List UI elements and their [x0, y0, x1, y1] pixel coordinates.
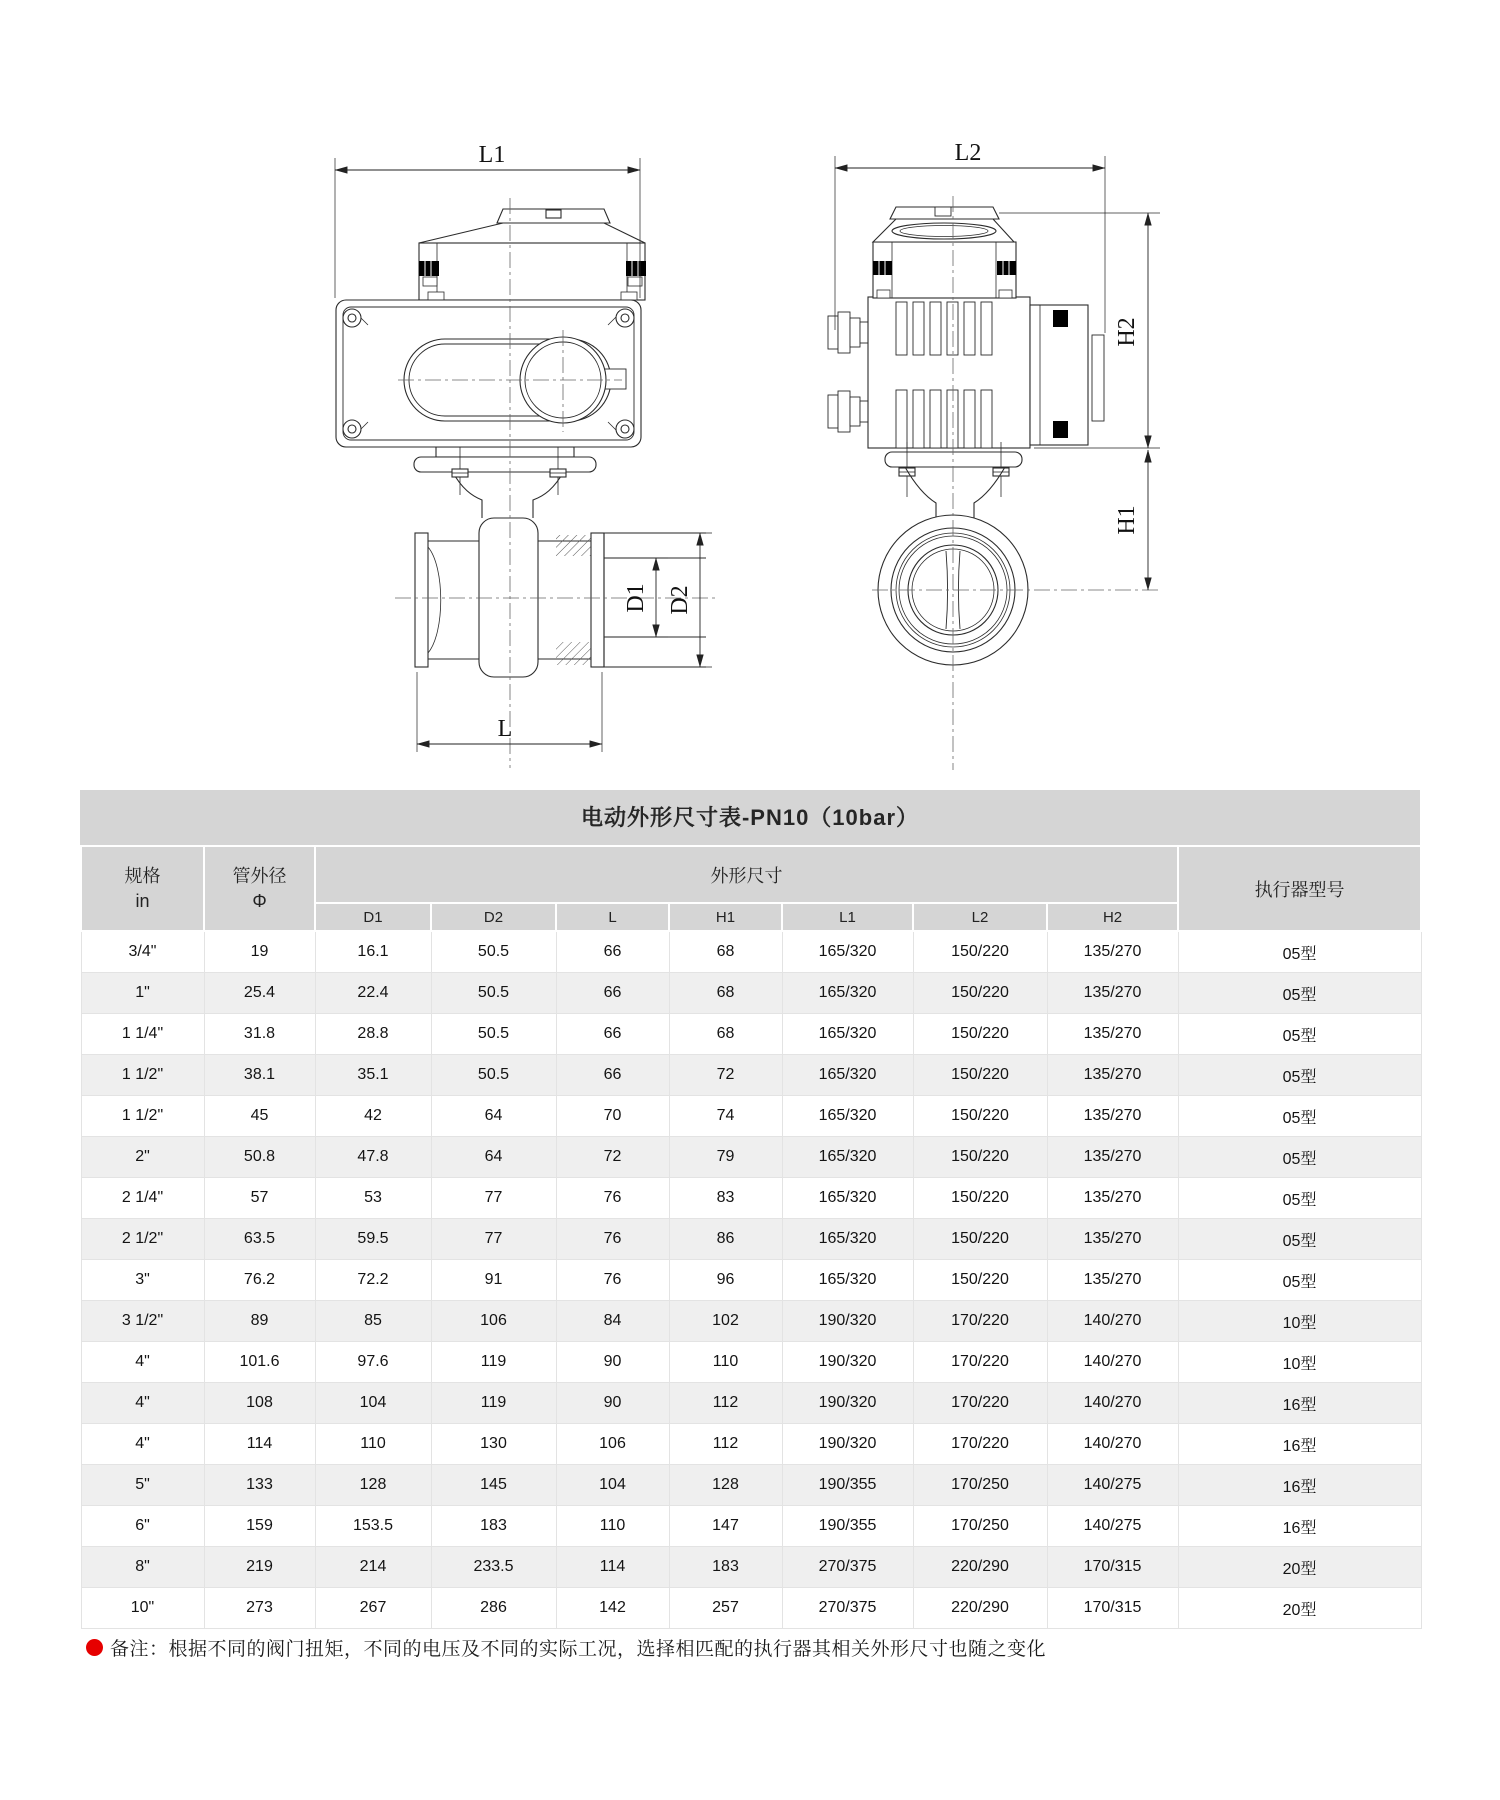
col-header-pipe-od-label: 管外径: [232, 866, 287, 887]
table-cell: 170/220: [913, 1342, 1047, 1383]
table-cell: 220/290: [913, 1588, 1047, 1629]
right-ferrule: [591, 533, 604, 667]
table-cell: 140/270: [1047, 1424, 1178, 1465]
table-cell: 165/320: [782, 1260, 913, 1301]
col-header-pipe-od: [204, 846, 315, 931]
table-cell: 05型: [1178, 1178, 1421, 1219]
table-cell: 76: [556, 1178, 669, 1219]
table-cell: 76: [556, 1219, 669, 1260]
table-cell: 1 1/2": [81, 1055, 204, 1096]
table-cell: 135/270: [1047, 1096, 1178, 1137]
table-cell: 6": [81, 1506, 204, 1547]
table-cell: 4": [81, 1383, 204, 1424]
table-cell: 05型: [1178, 931, 1421, 973]
table-row: [81, 1260, 1421, 1301]
table-cell: 31.8: [204, 1014, 315, 1055]
col-header-spec-unit: in: [135, 890, 150, 911]
table-cell: 84: [556, 1301, 669, 1342]
table-cell: 135/270: [1047, 1055, 1178, 1096]
table-cell: 47.8: [315, 1137, 431, 1178]
dim-label-h1: H1: [1114, 505, 1140, 535]
table-cell: 140/270: [1047, 1383, 1178, 1424]
table-cell: 8": [81, 1547, 204, 1588]
table-cell: 1 1/4": [81, 1014, 204, 1055]
col-header-actuator: 执行器型号: [1178, 846, 1421, 931]
table-cell: 63.5: [204, 1219, 315, 1260]
table-cell: 05型: [1178, 1137, 1421, 1178]
table-cell: 53: [315, 1178, 431, 1219]
table-cell: 38.1: [204, 1055, 315, 1096]
table-cell: 20型: [1178, 1547, 1421, 1588]
table-cell: 68: [669, 973, 782, 1014]
table-cell: 150/220: [913, 1055, 1047, 1096]
table-cell: 135/270: [1047, 1260, 1178, 1301]
table-row: [81, 1178, 1421, 1219]
table-cell: 219: [204, 1547, 315, 1588]
table-cell: 28.8: [315, 1014, 431, 1055]
table-cell: 233.5: [431, 1547, 556, 1588]
table-cell: 112: [669, 1424, 782, 1465]
table-cell: 1": [81, 973, 204, 1014]
table-cell: 10型: [1178, 1342, 1421, 1383]
table-cell: 05型: [1178, 1260, 1421, 1301]
table-cell: 270/375: [782, 1547, 913, 1588]
table-cell: 286: [431, 1588, 556, 1629]
table-cell: 150/220: [913, 1178, 1047, 1219]
dim-label-l: L: [497, 716, 513, 742]
table-cell: 119: [431, 1383, 556, 1424]
table-row: [81, 1301, 1421, 1342]
table-cell: 05型: [1178, 1014, 1421, 1055]
table-cell: 190/355: [782, 1465, 913, 1506]
table-cell: 85: [315, 1301, 431, 1342]
col-header-l1: L1: [782, 903, 913, 931]
table-cell: 3/4": [81, 931, 204, 973]
table-row: [81, 1465, 1421, 1506]
table-cell: 190/320: [782, 1424, 913, 1465]
table-cell: 183: [431, 1506, 556, 1547]
table-cell: 104: [556, 1465, 669, 1506]
table-cell: 214: [315, 1547, 431, 1588]
table-cell: 145: [431, 1465, 556, 1506]
table-cell: 128: [315, 1465, 431, 1506]
table-cell: 190/355: [782, 1506, 913, 1547]
table-cell: 147: [669, 1506, 782, 1547]
col-header-d2: D2: [431, 903, 556, 931]
table-cell: 20型: [1178, 1588, 1421, 1629]
table-cell: 25.4: [204, 973, 315, 1014]
table-row: [81, 1547, 1421, 1588]
table-cell: 90: [556, 1383, 669, 1424]
table-cell: 4": [81, 1342, 204, 1383]
table-cell: 72.2: [315, 1260, 431, 1301]
table-cell: 142: [556, 1588, 669, 1629]
table-title: 电动外形尺寸表-PN10（10bar）: [80, 790, 1420, 845]
dim-label-h2: H2: [1114, 317, 1140, 347]
table-cell: 66: [556, 1014, 669, 1055]
table-cell: 273: [204, 1588, 315, 1629]
table-cell: 68: [669, 931, 782, 973]
table-cell: 140/270: [1047, 1301, 1178, 1342]
table-cell: 05型: [1178, 1096, 1421, 1137]
table-cell: 114: [204, 1424, 315, 1465]
table-cell: 257: [669, 1588, 782, 1629]
table-cell: 2 1/4": [81, 1178, 204, 1219]
table-cell: 101.6: [204, 1342, 315, 1383]
technical-drawings: [0, 0, 1500, 780]
table-cell: 190/320: [782, 1301, 913, 1342]
table-row: [81, 1055, 1421, 1096]
table-row: [81, 1096, 1421, 1137]
table-cell: 165/320: [782, 1055, 913, 1096]
table-cell: 16型: [1178, 1424, 1421, 1465]
table-row: [81, 931, 1421, 973]
table-body: [81, 931, 1421, 1629]
table-cell: 220/290: [913, 1547, 1047, 1588]
table-cell: 2": [81, 1137, 204, 1178]
table-row: [81, 1137, 1421, 1178]
dim-label-l1: L1: [478, 142, 506, 168]
col-header-l: L: [556, 903, 669, 931]
yoke: [452, 471, 564, 518]
table-cell: 119: [431, 1342, 556, 1383]
table-cell: 150/220: [913, 1014, 1047, 1055]
table-cell: 57: [204, 1178, 315, 1219]
table-cell: 150/220: [913, 931, 1047, 973]
table-cell: 1 1/2": [81, 1096, 204, 1137]
table-cell: 170/315: [1047, 1547, 1178, 1588]
side-knob: [419, 261, 439, 276]
table-cell: 165/320: [782, 1096, 913, 1137]
table-row: [81, 1588, 1421, 1629]
table-cell: 64: [431, 1096, 556, 1137]
table-row: [81, 973, 1421, 1014]
table-cell: 159: [204, 1506, 315, 1547]
table-cell: 05型: [1178, 973, 1421, 1014]
table-cell: 91: [431, 1260, 556, 1301]
col-header-d1: D1: [315, 903, 431, 931]
col-header-spec-label: 规格: [124, 866, 161, 887]
table-cell: 135/270: [1047, 1137, 1178, 1178]
table-cell: 135/270: [1047, 931, 1178, 973]
table-cell: 59.5: [315, 1219, 431, 1260]
table-cell: 170/220: [913, 1383, 1047, 1424]
side-knob: [997, 261, 1016, 275]
table-cell: 50.5: [431, 1014, 556, 1055]
table-cell: 140/275: [1047, 1465, 1178, 1506]
table-cell: 16型: [1178, 1465, 1421, 1506]
table-cell: 165/320: [782, 1219, 913, 1260]
table-cell: 165/320: [782, 973, 913, 1014]
table-cell: 135/270: [1047, 1178, 1178, 1219]
dim-label-d1: D1: [623, 583, 649, 613]
table-cell: 50.5: [431, 931, 556, 973]
side-knob: [626, 261, 646, 276]
table-row: [81, 1383, 1421, 1424]
table-cell: 22.4: [315, 973, 431, 1014]
table-cell: 110: [315, 1424, 431, 1465]
table-cell: 50.5: [431, 1055, 556, 1096]
note-text: 备注：根据不同的阀门扭矩，不同的电压及不同的实际工况，选择相匹配的执行器其相关外形尺寸也随之变化: [110, 1639, 1047, 1660]
side-knob: [873, 261, 892, 275]
footnote: [86, 1634, 1046, 1661]
table-cell: 135/270: [1047, 973, 1178, 1014]
dim-label-l2: L2: [954, 140, 982, 166]
table-cell: 165/320: [782, 1178, 913, 1219]
col-header-pipe-od-symbol: Φ: [252, 890, 267, 911]
table-cell: 114: [556, 1547, 669, 1588]
mounting-flange: [414, 457, 596, 472]
side-knob: [1053, 421, 1068, 438]
col-header-spec: [81, 846, 204, 931]
table-cell: 165/320: [782, 1137, 913, 1178]
table-cell: 96: [669, 1260, 782, 1301]
table-cell: 83: [669, 1178, 782, 1219]
table-cell: 77: [431, 1178, 556, 1219]
table-cell: 70: [556, 1096, 669, 1137]
table-cell: 10型: [1178, 1301, 1421, 1342]
table-cell: 72: [556, 1137, 669, 1178]
col-header-h1: H1: [669, 903, 782, 931]
mounting-flange-side: [885, 452, 1022, 467]
table-cell: 110: [556, 1506, 669, 1547]
table-cell: 112: [669, 1383, 782, 1424]
table-cell: 170/220: [913, 1424, 1047, 1465]
left-ferrule: [415, 533, 428, 667]
table-cell: 16.1: [315, 931, 431, 973]
table-cell: 135/270: [1047, 1219, 1178, 1260]
table-cell: 16型: [1178, 1383, 1421, 1424]
col-header-dims-group: 外形尺寸: [315, 846, 1178, 903]
table-cell: 170/315: [1047, 1588, 1178, 1629]
valve-center-body: [479, 518, 538, 677]
table-cell: 66: [556, 931, 669, 973]
table-cell: 190/320: [782, 1383, 913, 1424]
table-cell: 150/220: [913, 1137, 1047, 1178]
table-cell: 77: [431, 1219, 556, 1260]
table-cell: 68: [669, 1014, 782, 1055]
table-cell: 135/270: [1047, 1014, 1178, 1055]
actuator-upper-housing-side: [873, 242, 1016, 298]
actuator-upper-housing: [419, 243, 645, 300]
table-cell: 72: [669, 1055, 782, 1096]
table-cell: 106: [431, 1301, 556, 1342]
table-cell: 35.1: [315, 1055, 431, 1096]
table-cell: 106: [556, 1424, 669, 1465]
table-cell: 50.8: [204, 1137, 315, 1178]
table-cell: 76: [556, 1260, 669, 1301]
table-cell: 165/320: [782, 1014, 913, 1055]
table-cell: 97.6: [315, 1342, 431, 1383]
table-cell: 102: [669, 1301, 782, 1342]
actuator-roof: [419, 223, 645, 243]
table-row: [81, 1506, 1421, 1547]
table-cell: 64: [431, 1137, 556, 1178]
table-row: [81, 1014, 1421, 1055]
table-cell: 170/250: [913, 1506, 1047, 1547]
table-cell: 108: [204, 1383, 315, 1424]
table-cell: 128: [669, 1465, 782, 1506]
table-cell: 267: [315, 1588, 431, 1629]
table-cell: 3": [81, 1260, 204, 1301]
table-cell: 150/220: [913, 1219, 1047, 1260]
table-cell: 170/250: [913, 1465, 1047, 1506]
table-row: [81, 1219, 1421, 1260]
table-row: [81, 1424, 1421, 1465]
table-cell: 42: [315, 1096, 431, 1137]
table-cell: 270/375: [782, 1588, 913, 1629]
table-cell: 150/220: [913, 1096, 1047, 1137]
table-cell: 86: [669, 1219, 782, 1260]
table-cell: 190/320: [782, 1342, 913, 1383]
table-cell: 2 1/2": [81, 1219, 204, 1260]
table-cell: 16型: [1178, 1506, 1421, 1547]
table-cell: 10": [81, 1588, 204, 1629]
table-row: [81, 1342, 1421, 1383]
table-cell: 170/220: [913, 1301, 1047, 1342]
table-cell: 50.5: [431, 973, 556, 1014]
table-cell: 4": [81, 1424, 204, 1465]
table-cell: 76.2: [204, 1260, 315, 1301]
cable-gland: [828, 391, 870, 432]
note-bullet-icon: [86, 1639, 103, 1656]
table-cell: 140/275: [1047, 1506, 1178, 1547]
dimension-table: [80, 845, 1422, 1629]
table-cell: 90: [556, 1342, 669, 1383]
table-cell: 133: [204, 1465, 315, 1506]
table-cell: 104: [315, 1383, 431, 1424]
col-header-l2: L2: [913, 903, 1047, 931]
table-cell: 05型: [1178, 1055, 1421, 1096]
table-cell: 183: [669, 1547, 782, 1588]
front-view-drawing: [335, 142, 715, 768]
table-cell: 130: [431, 1424, 556, 1465]
side-knob: [1053, 310, 1068, 327]
table-cell: 79: [669, 1137, 782, 1178]
cable-gland: [828, 312, 870, 353]
table-cell: 5": [81, 1465, 204, 1506]
table-cell: 66: [556, 1055, 669, 1096]
table-cell: 165/320: [782, 931, 913, 973]
table-cell: 74: [669, 1096, 782, 1137]
table-cell: 66: [556, 973, 669, 1014]
table-cell: 150/220: [913, 1260, 1047, 1301]
table-cell: 110: [669, 1342, 782, 1383]
table-cell: 140/270: [1047, 1342, 1178, 1383]
dim-label-d2: D2: [667, 585, 693, 615]
table-cell: 05型: [1178, 1219, 1421, 1260]
table-cell: 45: [204, 1096, 315, 1137]
dimension-table-section: [80, 790, 1420, 1629]
table-cell: 3 1/2": [81, 1301, 204, 1342]
table-cell: 89: [204, 1301, 315, 1342]
table-cell: 153.5: [315, 1506, 431, 1547]
table-cell: 19: [204, 931, 315, 973]
side-view-drawing: [828, 140, 1160, 770]
col-header-h2: H2: [1047, 903, 1178, 931]
table-cell: 150/220: [913, 973, 1047, 1014]
